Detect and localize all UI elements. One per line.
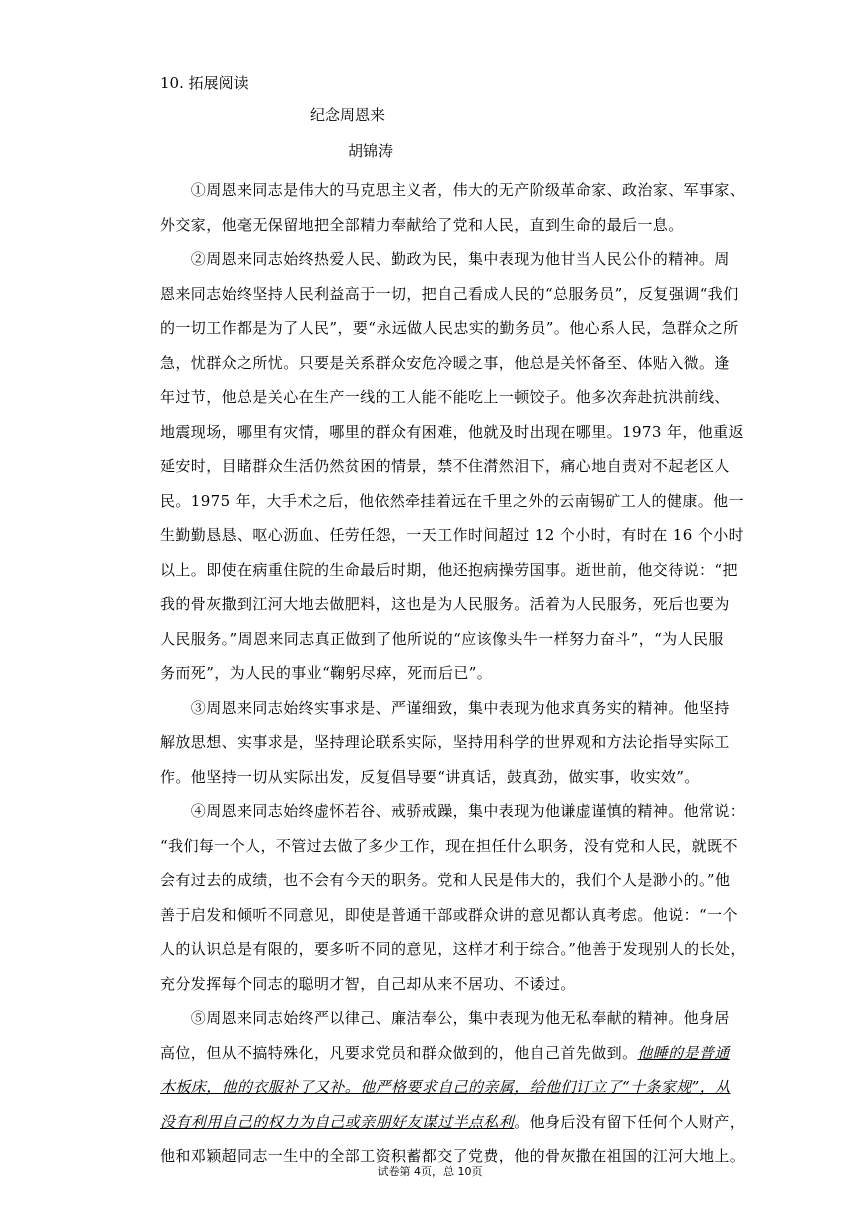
question-heading: 10. 拓展阅读: [160, 74, 249, 92]
text-line: 人民服务。”周恩来同志真正做到了他所说的“应该像头牛一样努力奋斗”，“为人民服: [160, 629, 724, 648]
underlined-sentence: 木板床，他的衣服补了又补。他严格要求自己的亲属，给他们订立了“十条家规”，从: [160, 1078, 731, 1096]
text-line-plain: 高位，但从不搞特殊化，凡要求党员和群众做到的，他自己首先做到。: [160, 1043, 638, 1062]
text-line: 外交家，他毫无保留地把全部精力奉献给了党和人民，直到生命的最后一息。: [160, 215, 684, 234]
article-body: [160, 173, 746, 1174]
text-line: 充分发挥每个同志的聪明才智，自己却从来不居功、不诿过。: [160, 974, 576, 993]
text-line: ②周恩来同志始终热爱人民、勤政为民，集中表现为他甘当人民公仆的精神。周: [160, 250, 730, 268]
text-line: 生勤勤恳恳、呕心沥血、任劳任怨，一天工作时间超过 12 个小时，有时在 16 个小时: [160, 526, 745, 544]
text-line: 以上。即使在病重住院的生命最后时期，他还抱病操劳国事。逝世前，他交待说：“把: [160, 560, 738, 579]
text-line: 我的骨灰撒到江河大地去做肥料，这也是为人民服务。活着为人民服务，死后也要为: [160, 595, 730, 613]
article-author: 胡锦涛: [348, 142, 394, 160]
text-line: ③周恩来同志始终实事求是、严谨细致，集中表现为他求真务实的精神。他坚持: [160, 698, 730, 717]
text-line: 年过节，他总是关心在生产一线的工人能不能吃上一顿饺子。他多次奔赴抗洪前线、: [160, 388, 730, 406]
text-line: 务而死”，为人民的事业“鞠躬尽瘁，死而后已”。: [160, 664, 493, 682]
text-line: 他和邓颖超同志一生中的全部工资积蓄都交了党费，他的骨灰撒在祖国的江河大地上。: [160, 1147, 746, 1165]
text-line: “我们每一个人，不管过去做了多少工作，现在担任什么职务，没有党和人民，就既不: [160, 836, 738, 855]
text-line: 善于启发和倾听不同意见，即使是普通干部或群众讲的意见都认真考虑。他说：“一个: [160, 905, 738, 924]
text-line: 地震现场，哪里有灾情，哪里的群众有困难，他就及时出现在哪里。1973 年，他重返: [160, 422, 744, 441]
text-line: 民。1975 年，大手术之后，他依然牵挂着远在千里之外的云南锡矿工人的健康。他一: [160, 491, 744, 510]
text-line: 急，忧群众之所忧。只要是关系群众安危冷暖之事，他总是关怀备至、体贴入微。逢: [160, 353, 730, 372]
text-line: 人的认识总是有限的，要多听不同的意见，这样才利于综合。”他善于发现别人的长处，: [160, 940, 746, 958]
text-line: ①周恩来同志是伟大的马克思主义者，伟大的无产阶级革命家、政治家、军事家、: [160, 181, 746, 199]
text-line: 作。他坚持一切从实际出发，反复倡导要“讲真话，鼓真劲，做实事，收实效”。: [160, 767, 700, 786]
article-title: 纪念周恩来: [310, 106, 386, 124]
text-line: 延安时，目睹群众生活仍然贫困的情景，禁不住潸然泪下，痛心地自责对不起老区人: [160, 457, 730, 475]
text-line: 解放思想、实事求是，坚持理论联系实际，坚持用科学的世界观和方法论指导实际工: [160, 733, 730, 751]
page-footer: 试卷第 4页，总 10页: [377, 1165, 483, 1178]
text-line: [160, 1036, 740, 1071]
text-line-plain: 。他身后没有留下任何个人财产，: [514, 1112, 746, 1131]
text-line: [160, 1070, 740, 1105]
text-line: 的一切工作都是为了人民”，要“永远做人民忠实的勤务员”。他心系人民，急群众之所: [160, 319, 739, 337]
text-line: 会有过去的成绩，也不会有今天的职务。党和人民是伟大的，我们个人是渺小的。”他: [160, 871, 731, 889]
text-line: [160, 1105, 746, 1140]
underlined-sentence: 他睡的是普通: [637, 1043, 730, 1062]
text-line: 恩来同志始终坚持人民利益高于一切，把自己看成人民的“总服务员”，反复强调“我们: [160, 284, 739, 303]
text-line: ④周恩来同志始终虚怀若谷、戒骄戒躁，集中表现为他谦虚谨慎的精神。他常说：: [160, 802, 746, 820]
text-line: ⑤周恩来同志始终严以律己、廉洁奉公，集中表现为他无私奉献的精神。他身居: [160, 1009, 730, 1027]
underlined-sentence: 没有利用自己的权力为自己或亲朋好友谋过半点私利: [160, 1112, 515, 1131]
